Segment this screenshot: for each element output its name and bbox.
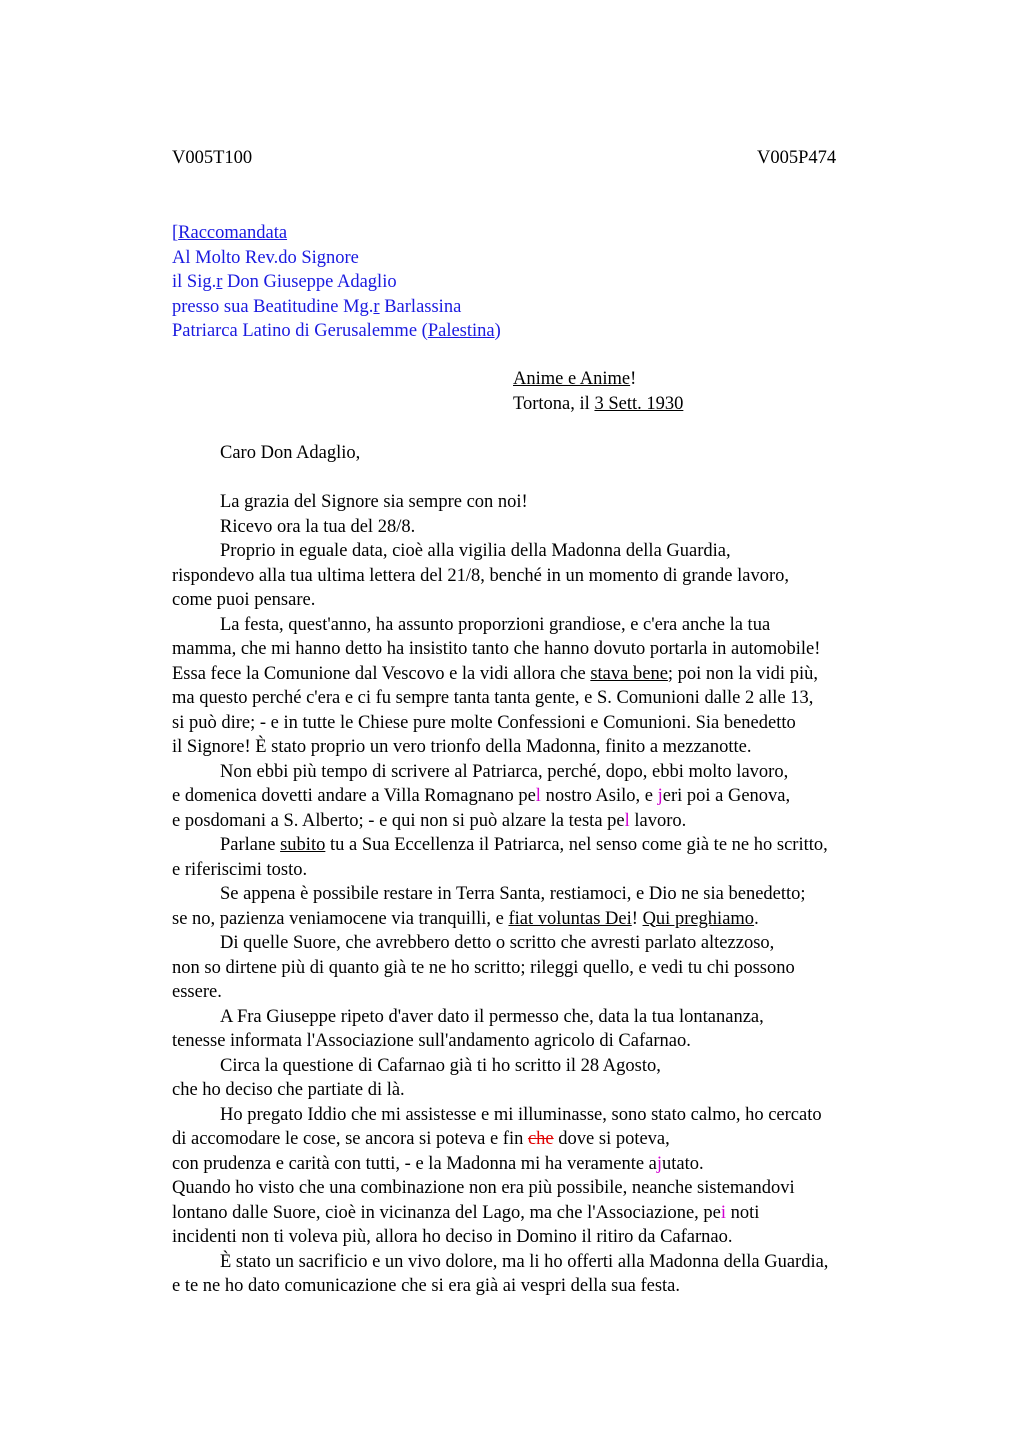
text-span: nostro Asilo, e xyxy=(540,786,658,806)
text-span: ; poi non la vidi più, xyxy=(667,663,818,684)
text-span: e domenica dovetti andare a Villa Romagnano pe xyxy=(172,786,536,806)
text-span: noti xyxy=(726,1202,760,1223)
text-line xyxy=(172,907,912,932)
text-line xyxy=(172,784,912,809)
text-line: tenesse informata l'Associazione sull'andamento agricolo di Cafarnao. xyxy=(172,1031,691,1051)
text-span: Palestina xyxy=(427,321,495,341)
text-line: e te ne ho dato comunicazione che si era già ai vespri della sua festa. xyxy=(172,1276,681,1296)
text-line xyxy=(172,1127,912,1152)
address-bracket: [ xyxy=(172,223,179,243)
text-span: lavoro. xyxy=(629,810,687,831)
text-span: se no, pazienza veniamocene via tranquilli, e xyxy=(172,908,509,929)
text-span: utato. xyxy=(662,1153,704,1174)
text-span: ! xyxy=(631,908,643,929)
doc-ref-right: V005P474 xyxy=(757,148,837,168)
underlined-text: stava bene xyxy=(590,663,668,684)
text-line: La festa, quest'anno, ha assunto proporzioni grandiose, e c'era anche la tua xyxy=(220,614,771,635)
text-span: tu a Sua Eccellenza il Patriarca, nel senso come già te ne ho scritto, xyxy=(325,835,828,855)
text-span: . xyxy=(754,908,759,929)
blank-line xyxy=(172,466,912,491)
date-line xyxy=(513,392,683,417)
text-line: come puoi pensare. xyxy=(172,590,316,610)
text-line: Ho pregato Iddio che mi assistesse e mi illuminasse, sono stato calmo, ho cercato xyxy=(220,1104,822,1125)
salutation: Caro Don Adaglio, xyxy=(220,443,361,463)
text-span: lontano dalle Suore, cioè in vicinanza del Lago, ma che l'Associazione, pe xyxy=(172,1202,721,1223)
text-line: mamma, che mi hanno detto ha insistito tanto che hanno dovuto portarla in automobile! xyxy=(172,639,821,659)
text-line: ma questo perché c'era e ci fu sempre tanta tanta gente, e S. Comunioni dalle 2 alle 13, xyxy=(172,688,814,708)
text-span: Don Giuseppe Adaglio xyxy=(222,272,397,292)
text-span: dove si poteva, xyxy=(553,1129,670,1149)
underlined-text: subito xyxy=(280,835,326,855)
text-span: r xyxy=(373,296,380,317)
address-line-3 xyxy=(172,270,501,295)
text-line xyxy=(172,1152,912,1177)
text-span: il Sig. xyxy=(172,272,217,292)
text-span: e posdomani a S. Alberto; - e qui non si può alzare la testa pe xyxy=(172,810,625,831)
address-line-1 xyxy=(172,221,501,246)
deleted-word: che xyxy=(527,1129,554,1149)
text-span: ) xyxy=(494,321,501,341)
text-span: di accomodare le cose, se ancora si poteva e fin xyxy=(172,1129,528,1149)
text-line: Non ebbi più tempo di scrivere al Patriarca, perché, dopo, ebbi molto lavoro, xyxy=(220,761,789,782)
text-line xyxy=(172,1201,912,1226)
text-line: Proprio in eguale data, cioè alla vigilia della Madonna della Guardia, xyxy=(220,541,731,561)
text-line: il Signore! È stato proprio un vero trionfo della Madonna, finito a mezzanotte. xyxy=(172,737,752,757)
text-line xyxy=(172,833,912,858)
text-line xyxy=(172,662,912,687)
motto-line xyxy=(513,367,683,392)
correction-letter: l xyxy=(624,810,630,831)
text-span: eri poi a Genova, xyxy=(662,786,791,806)
text-line: Ricevo ora la tua del 28/8. xyxy=(220,516,416,537)
text-span: r xyxy=(216,272,223,292)
text-span: ! xyxy=(630,369,637,389)
doc-ref-left: V005T100 xyxy=(172,148,253,168)
correction-letter: l xyxy=(535,786,541,806)
text-line: incidenti non ti voleva più, allora ho deciso in Domino il ritiro da Cafarnao. xyxy=(172,1227,733,1247)
correction-letter: j xyxy=(657,786,663,806)
text-line: essere. xyxy=(172,982,222,1002)
text-line: si può dire; - e in tutte le Chiese pure molte Confessioni e Comunioni. Sia benedetto xyxy=(172,712,796,733)
underlined-text: Qui preghiamo xyxy=(642,908,755,929)
text-span: con prudenza e carità con tutti, - e la Madonna mi ha veramente a xyxy=(172,1153,657,1174)
place: Tortona, il xyxy=(513,393,595,414)
text-line: Se appena è possibile restare in Terra Santa, restiamoci, e Dio ne sia benedetto; xyxy=(220,884,806,904)
text-line: La grazia del Signore sia sempre con noi! xyxy=(220,492,528,512)
underlined-text: fiat voluntas Dei xyxy=(508,908,632,929)
correction-letter: j xyxy=(656,1153,663,1174)
text-line: rispondevo alla tua ultima lettera del 21/8, benché in un momento di grande lavoro, xyxy=(172,565,790,586)
letter-body xyxy=(172,441,912,1299)
text-line: Circa la questione di Cafarnao già ti ho scritto il 28 Agosto, xyxy=(220,1055,661,1076)
text-span: Essa fece la Comunione dal Vescovo e la vidi allora che xyxy=(172,663,591,684)
dateline-block xyxy=(513,367,683,416)
text-span: Barlassina xyxy=(379,296,462,317)
text-line: Quando ho visto che una combinazione non era più possibile, neanche sistemandovi xyxy=(172,1178,795,1198)
letter-date: 3 Sett. 1930 xyxy=(594,393,684,414)
text-line: A Fra Giuseppe ripeto d'aver dato il permesso che, data la tua lontananza, xyxy=(220,1006,764,1027)
address-line-2: Al Molto Rev.do Signore xyxy=(172,247,359,268)
text-span: Parlane xyxy=(220,835,281,855)
text-line: È stato un sacrificio e un vivo dolore, ma li ho offerti alla Madonna della Guardia, xyxy=(220,1251,829,1272)
address-line-5 xyxy=(172,319,501,344)
address-line-4 xyxy=(172,295,501,320)
correction-letter: i xyxy=(720,1202,727,1223)
text-line: e riferiscimi tosto. xyxy=(172,859,308,880)
text-span: presso sua Beatitudine Mg. xyxy=(172,296,374,317)
motto: Anime e Anime xyxy=(513,369,631,389)
address-registered: Raccomandata xyxy=(178,223,288,243)
text-span: Patriarca Latino di Gerusalemme ( xyxy=(172,321,428,341)
text-line: che ho deciso che partiate di là. xyxy=(172,1080,405,1100)
text-line: non so dirtene più di quanto già te ne ho scritto; rileggi quello, e vedi tu chi possono xyxy=(172,957,795,978)
address-block xyxy=(172,221,501,344)
text-line xyxy=(172,809,912,834)
text-line: Di quelle Suore, che avrebbero detto o scritto che avresti parlato altezzoso, xyxy=(220,933,775,953)
